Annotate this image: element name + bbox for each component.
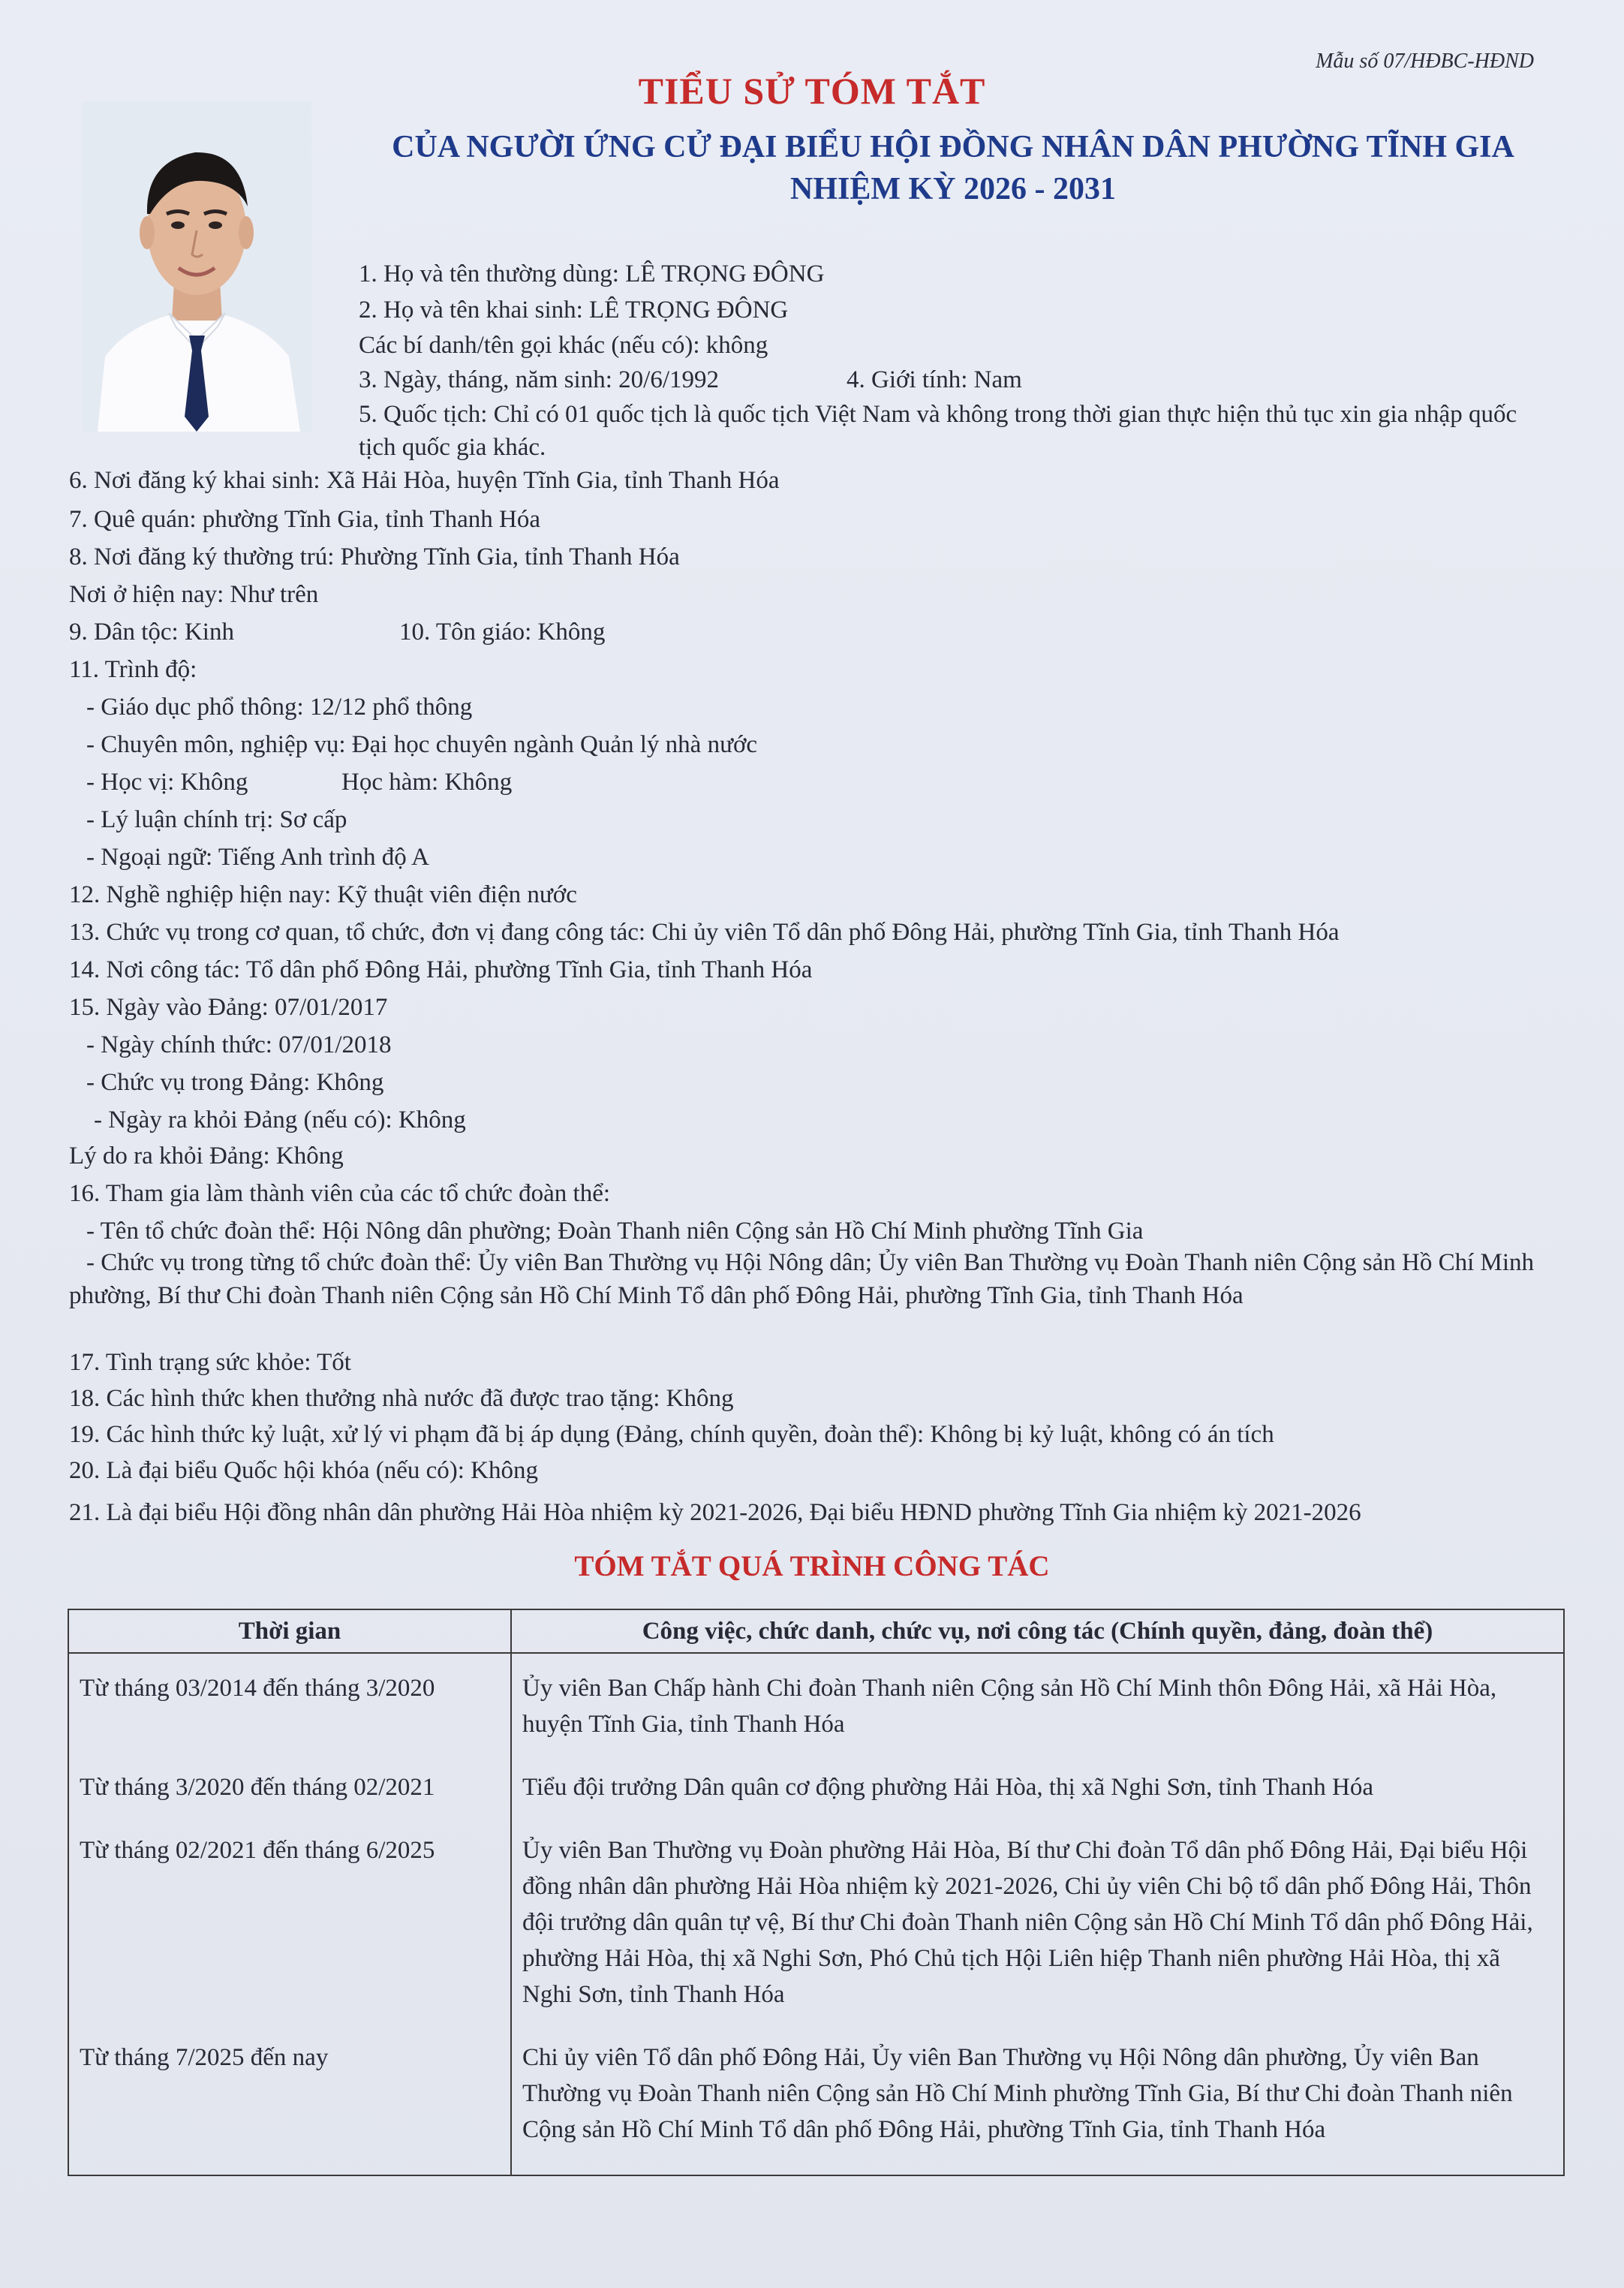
field-general-education: - Giáo dục phổ thông: 12/12 phổ thông: [86, 694, 473, 721]
candidate-photo: [83, 101, 311, 432]
field-academic-title: Học hàm: Không: [341, 769, 513, 796]
field-birth-registration: 6. Nơi đăng ký khai sinh: Xã Hải Hòa, huyện Tĩnh Gia, tỉnh Thanh Hóa: [69, 467, 780, 494]
document-subtitle: CỦA NGƯỜI ỨNG CỬ ĐẠI BIỂU HỘI ĐỒNG NHÂN DÂN PHƯỜNG TĨNH GIA: [392, 130, 1514, 164]
table-row: [68, 2023, 1564, 2175]
field-education-heading: 11. Trình độ:: [69, 656, 197, 683]
table-row: [68, 1653, 1564, 1753]
field-common-name: 1. Họ và tên thường dùng: LÊ TRỌNG ĐÔNG: [359, 260, 825, 288]
field-specialization: - Chuyên môn, nghiệp vụ: Đại học chuyên ngành Quản lý nhà nước: [86, 731, 758, 758]
row-time: Từ tháng 7/2025 đến nay: [68, 2023, 511, 2175]
field-party-official-date: - Ngày chính thức: 07/01/2018: [86, 1031, 392, 1058]
field-birth-name: 2. Họ và tên khai sinh: LÊ TRỌNG ĐÔNG: [359, 297, 789, 324]
field-aliases: Các bí danh/tên gọi khác (nếu có): không: [359, 332, 768, 359]
field-occupation: 12. Nghề nghiệp hiện nay: Kỹ thuật viên điện nước: [69, 881, 577, 908]
table-row: [68, 1816, 1564, 2023]
field-gender: 4. Giới tính: Nam: [847, 366, 1022, 393]
field-ethnicity-religion: [69, 617, 606, 647]
field-organization-names: - Tên tổ chức đoàn thể: Hội Nông dân phường; Đoàn Thanh niên Cộng sản Hồ Chí Minh phường Tĩnh Gia: [86, 1218, 1144, 1245]
table-row: [68, 1753, 1564, 1816]
field-current-residence: Nơi ở hiện nay: Như trên: [69, 581, 319, 608]
field-party-position: - Chức vụ trong Đảng: Không: [86, 1069, 384, 1096]
field-hometown: 7. Quê quán: phường Tĩnh Gia, tỉnh Thanh Hóa: [69, 506, 541, 533]
header-time: Thời gian: [68, 1609, 511, 1653]
field-council-membership: 21. Là đại biểu Hội đồng nhân dân phường Hải Hòa nhiệm kỳ 2021-2026, Đại biểu HĐND phường Tĩnh Gia nhiệm kỳ 2021-2026: [69, 1499, 1361, 1526]
document-term: NHIỆM KỲ 2026 - 2031: [790, 172, 1116, 206]
document-title: TIỂU SỬ TÓM TẮT: [638, 70, 986, 112]
field-birth-date: [359, 365, 1022, 395]
career-section-title: TÓM TẮT QUÁ TRÌNH CÔNG TÁC: [574, 1550, 1050, 1582]
row-description: Ủy viên Ban Chấp hành Chi đoàn Thanh niên Cộng sản Hồ Chí Minh thôn Đông Hải, xã Hải Hòa, huyện Tĩnh Gia, tỉnh Thanh Hóa: [511, 1653, 1564, 1753]
field-foreign-language: - Ngoại ngữ: Tiếng Anh trình độ A: [86, 844, 430, 871]
field-organization-positions: - Chức vụ trong từng tổ chức đoàn thể: Ủy viên Ban Thường vụ Hội Nông dân; Ủy viên Ban Thường vụ Đoàn Thanh niên Cộng sản Hồ Chí Minh phường, Bí thư Chi đoàn Thanh niên Cộng sản Hồ Chí Minh Tổ dân phố Đông Hải, phường Tĩnh Gia, tỉnh Thanh Hóa: [69, 1249, 1535, 1309]
field-nationality: 5. Quốc tịch: Chỉ có 01 quốc tịch là quốc tịch Việt Nam và không trong thời gian thực hiện thủ tục xin gia nhập quốc tịch quốc gia khác.: [359, 401, 1517, 461]
career-table: [68, 1609, 1565, 2176]
field-degree-row: [86, 767, 513, 797]
field-party-leave-reason: Lý do ra khỏi Đảng: Không: [69, 1142, 344, 1170]
field-awards: 18. Các hình thức khen thưởng nhà nước đã được trao tặng: Không: [69, 1385, 734, 1412]
field-degree: - Học vị: Không: [86, 769, 248, 796]
field-position: 13. Chức vụ trong cơ quan, tổ chức, đơn vị đang công tác: Chi ủy viên Tổ dân phố Đông Hải, phường Tĩnh Gia, tỉnh Thanh Hóa: [69, 919, 1340, 946]
row-time: Từ tháng 03/2014 đến tháng 3/2020: [68, 1653, 511, 1753]
field-birth-date-text: 3. Ngày, tháng, năm sinh: 20/6/1992: [359, 366, 719, 393]
header-description: Công việc, chức danh, chức vụ, nơi công tác (Chính quyền, đảng, đoàn thể): [511, 1609, 1564, 1653]
row-time: Từ tháng 02/2021 đến tháng 6/2025: [68, 1816, 511, 2023]
row-description: Chi ủy viên Tổ dân phố Đông Hải, Ủy viên Ban Thường vụ Hội Nông dân phường, Ủy viên Ban Thường vụ Đoàn Thanh niên Cộng sản Hồ Chí Minh phường Tĩnh Gia, Bí thư Chi đoàn Thanh niên Cộng sản Hồ Chí Minh Tổ dân phố Đông Hải, phường Tĩnh Gia, tỉnh Thanh Hóa: [511, 2023, 1564, 2175]
field-ethnicity: 9. Dân tộc: Kinh: [69, 619, 234, 646]
field-party-leave-date: - Ngày ra khỏi Đảng (nếu có): Không: [94, 1106, 466, 1133]
row-description: Ủy viên Ban Thường vụ Đoàn phường Hải Hòa, Bí thư Chi đoàn Tổ dân phố Đông Hải, Đại biểu Hội đồng nhân dân phường Hải Hòa nhiệm kỳ 2021-2026, Chi ủy viên Chi bộ tổ dân phố Đông Hải, Thôn đội trưởng dân quân tự vệ, Bí thư Chi đoàn Thanh niên Cộng sản Hồ Chí Minh Tổ dân phố Đông Hải, phường Hải Hòa, thị xã Nghi Sơn, Phó Chủ tịch Hội Liên hiệp Thanh niên phường Hải Hòa, thị xã Nghi Sơn, tỉnh Thanh Hóa: [511, 1816, 1564, 2023]
field-national-assembly: 20. Là đại biểu Quốc hội khóa (nếu có): Không: [69, 1457, 539, 1484]
field-party-join-date: 15. Ngày vào Đảng: 07/01/2017: [69, 994, 388, 1021]
field-permanent-residence: 8. Nơi đăng ký thường trú: Phường Tĩnh Gia, tỉnh Thanh Hóa: [69, 543, 680, 570]
field-organizations-heading: 16. Tham gia làm thành viên của các tổ chức đoàn thể:: [69, 1180, 611, 1207]
row-time: Từ tháng 3/2020 đến tháng 02/2021: [68, 1753, 511, 1816]
field-political-theory: - Lý luận chính trị: Sơ cấp: [86, 806, 347, 833]
field-workplace: 14. Nơi công tác: Tổ dân phố Đông Hải, phường Tĩnh Gia, tỉnh Thanh Hóa: [69, 956, 813, 983]
form-number: Mẫu số 07/HĐBC-HĐND: [1316, 50, 1534, 73]
field-health: 17. Tình trạng sức khỏe: Tốt: [69, 1349, 351, 1376]
field-religion: 10. Tôn giáo: Không: [399, 619, 606, 646]
career-table-header: [68, 1609, 1564, 1653]
row-description: Tiểu đội trưởng Dân quân cơ động phường Hải Hòa, thị xã Nghi Sơn, tỉnh Thanh Hóa: [511, 1753, 1564, 1816]
field-discipline: 19. Các hình thức kỷ luật, xử lý vi phạm đã bị áp dụng (Đảng, chính quyền, đoàn thể): Không bị kỷ luật, không có án tích: [69, 1421, 1274, 1448]
